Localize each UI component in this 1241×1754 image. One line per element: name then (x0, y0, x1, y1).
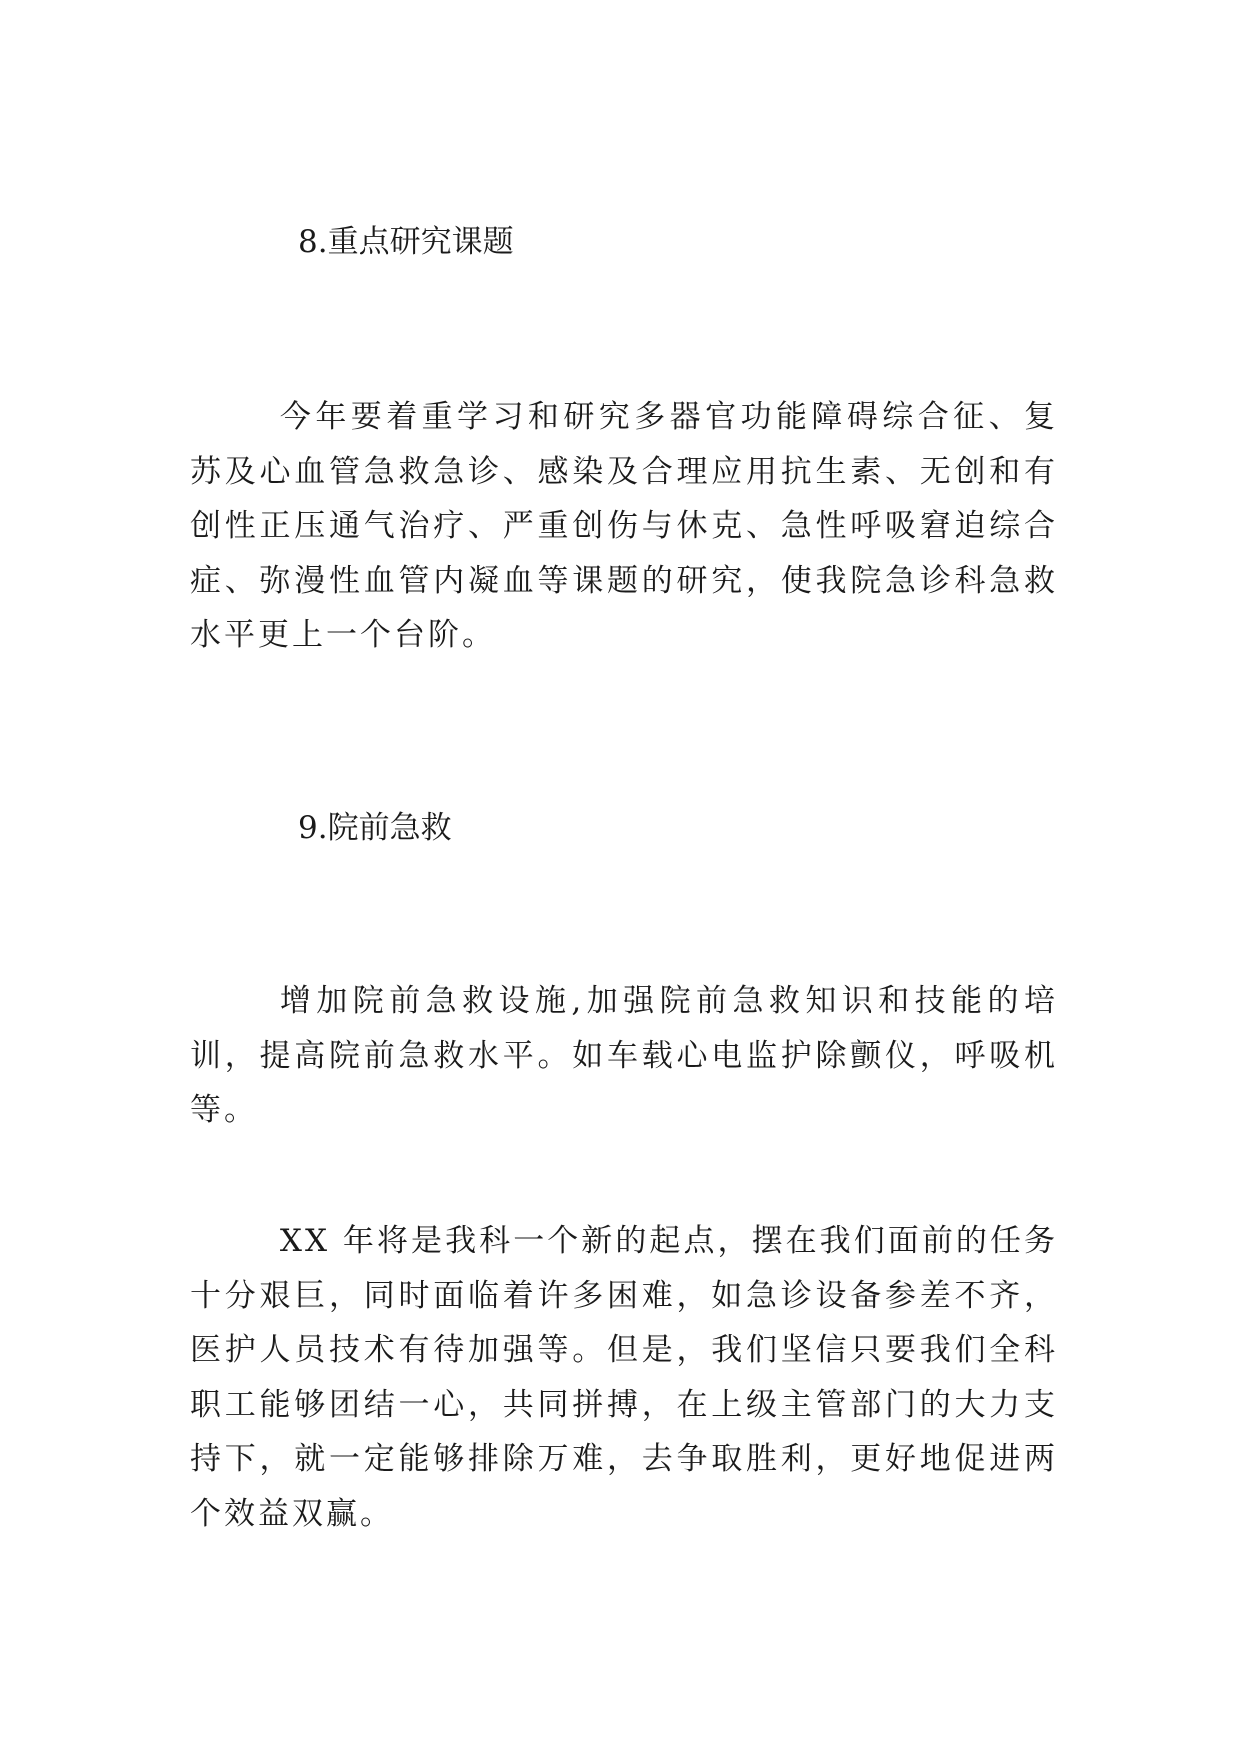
section-9-paragraph: 增加院前急救设施,加强院前急救知识和技能的培训，提高院前急救水平。如车载心电监护除颤仪，呼吸机等。 (190, 983, 1058, 1128)
section-8-paragraph: 今年要着重学习和研究多器官功能障碍综合征、复苏及心血管急救急诊、感染及合理应用抗生素、无创和有创性正压通气治疗、严重创伤与休克、急性呼吸窘迫综合症、弥漫性血管内凝血等课题的研究，使我院急诊科急救水平更上一个台阶。 (190, 399, 1058, 653)
closing-paragraph: XX 年将是我科一个新的起点，摆在我们面前的任务十分艰巨，同时面临着许多困难，如急诊设备参差不齐，医护人员技术有待加强等。但是，我们坚信只要我们全科职工能够团结一心，共同拼搏，在上级主管部门的大力支持下，就一定能够排除万难，去争取胜利，更好地促进两个效益双赢。 (190, 1223, 1058, 1532)
section-8-heading: 8.重点研究课题 (298, 224, 514, 260)
section-9-heading: 9.院前急救 (298, 810, 452, 846)
